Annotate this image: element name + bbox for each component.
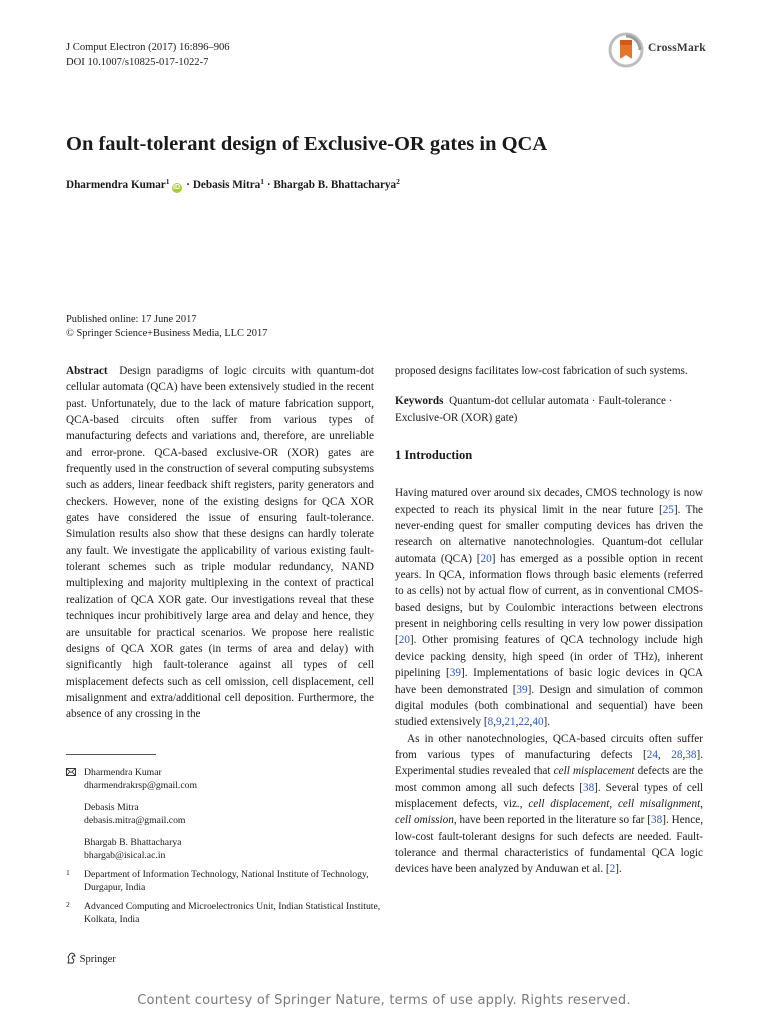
author-3[interactable]: Bhargab B. Bhattacharya (273, 179, 397, 191)
body-text: , (501, 716, 505, 729)
citation-link[interactable]: 38 (685, 748, 697, 761)
italic-term: cell displacement (528, 797, 610, 810)
affiliation-text: Advanced Computing and Microelectronics Unit, Indian Statistical Institute, Kolkata, India (84, 901, 381, 925)
journal-citation: J Comput Electron (2017) 16:896–906 (66, 42, 230, 53)
abstract-label: Abstract (66, 365, 108, 377)
author-separator: · (264, 179, 274, 191)
intro-paragraph-1 (395, 485, 703, 730)
citation-link[interactable]: 2 (609, 863, 616, 876)
author-3-affil: 2 (396, 177, 400, 186)
body-text: ]. The never-ending quest for smaller computing devices has driven the research on alternative nanotechnologies. Quantum-dot cellular automata (QCA) [ (395, 503, 704, 565)
author-1[interactable]: Dharmendra Kumar (66, 179, 166, 191)
keywords-text: Quantum-dot cellular automata · Fault-tolerance · Exclusive-OR (XOR) gate) (395, 395, 673, 424)
doi-line[interactable]: DOI 10.1007/s10825-017-1022-7 (66, 57, 209, 68)
affiliation-number: 2 (66, 900, 70, 909)
citation-link[interactable]: 9 (495, 716, 502, 729)
author-separator: · (183, 179, 193, 191)
citation-link[interactable]: 40 (532, 716, 544, 729)
citation-link[interactable]: 39 (449, 667, 461, 680)
body-text: ]. Design and simulation of common digital modules (both combinational and sequential) have been studied extensively [ (395, 683, 703, 729)
body-text: , (493, 716, 496, 729)
published-online: Published online: 17 June 2017 (66, 314, 197, 325)
italic-term: cell misalignment (617, 797, 701, 810)
crossmark-icon (608, 32, 644, 68)
author-list (66, 177, 400, 193)
right-column (395, 363, 703, 878)
body-text: , (657, 748, 672, 761)
orcid-icon[interactable]: iD (173, 184, 180, 191)
article-title: On fault-tolerant design of Exclusive-OR gates in QCA (66, 133, 548, 155)
contact-email[interactable]: debasis.mitra@gmail.com (84, 815, 186, 826)
corresponding-authors (66, 766, 197, 871)
italic-term: cell misplacement (553, 765, 635, 778)
keywords-label: Keywords (395, 395, 444, 408)
courtesy-notice: Content courtesy of Springer Nature, terms of use apply. Rights reserved. (137, 993, 631, 1008)
affiliations (66, 868, 384, 932)
citation-link[interactable]: 8 (487, 716, 494, 729)
keywords (395, 393, 703, 426)
section-heading-introduction: 1 Introduction (395, 448, 473, 463)
body-text: ]. Hence, low-cost fault-tolerant designs for such defects are needed. Fault-tolerance and thermal characteristics of fundamental QCA logic devices have been analyzed by Anduwan et al. [ (395, 814, 704, 876)
abstract-continuation: proposed designs facilitates low-cost fabrication of such systems. (395, 365, 688, 377)
citation-link[interactable]: 24 (646, 748, 658, 761)
body-text: ]. Other promising features of QCA technology include high device packing density, high speed (in order of THz), inherent pipelining [ (395, 634, 703, 680)
contact-email[interactable]: dharmendrakrsp@gmail.com (84, 780, 198, 791)
citation-link[interactable]: 21 (504, 716, 516, 729)
contact-entry (84, 836, 197, 862)
author-1-affil: 1 (165, 177, 170, 186)
body-text: , (529, 716, 533, 729)
abstract (66, 363, 374, 723)
citation-link[interactable]: 28 (671, 748, 683, 761)
citation-link[interactable]: 38 (582, 781, 595, 794)
abstract-text: Design paradigms of logic circuits with quantum-dot cellular automata (QCA) have been extensively studied in the recent past. Unfortunately, due to the lack of mature fabrication support, QCA-based circuits often suffer from various types of manufacturing defects and variations and, therefore, are unreliable and error-prone. QCA-based exclusive-OR (XOR) gates are frequently used in the construction of several computing subsystems such as adders, linear feedback shift registers, parity generators and checkers. However, none of the existing designs for QCA XOR gates have considered the issue of ensuring fault-tolerance. Simulation results also show that these designs can hardly tolerate any fault. We investigate the applicability of various existing fault-tolerant schemes such as triple modular redundancy, NAND multiplexing and majority multiplexing in the context of practical realization of QCA XOR gate. Our investigations reveal that these techniques incur prohibitively large area and delay and hence, they are unsuitable for practical scenarios. We propose here realistic designs of QCA XOR gates (in terms of area and delay) with significantly high fault-tolerance against all types of cell misplacement defects such as cell omission, cell displacement, cell misalignment and extra/additional cell deposition. Furthermore, the absence of any crossing in the (66, 365, 374, 721)
publication-info (66, 313, 267, 341)
copyright-line: © Springer Science+Business Media, LLC 2017 (66, 328, 268, 339)
contact-name: Bhargab B. Bhattacharya (84, 837, 182, 848)
body-text: defects are the most common among all such defects [ (395, 765, 703, 794)
journal-header (66, 40, 230, 70)
author-2-affil: 1 (260, 177, 265, 186)
contact-name: Dharmendra Kumar (84, 767, 162, 778)
contact-email[interactable]: bhargab@isical.ac.in (84, 850, 166, 861)
author-2[interactable]: Debasis Mitra (192, 179, 261, 191)
springer-horse-icon (66, 952, 77, 964)
body-text: Having matured over around six decades, CMOS technology is now expected to reach its physical limit in the near future [ (395, 487, 703, 516)
citation-link[interactable]: 20 (398, 634, 410, 647)
contact-entry (84, 801, 197, 827)
body-text: As in other nanotechnologies, QCA-based circuits often suffer from various types of manufacturing defects [ (395, 732, 703, 761)
envelope-icon (66, 768, 76, 776)
body-text: ]. Several types of cell misplacement defects, viz., (395, 781, 704, 810)
left-column (66, 363, 374, 723)
crossmark-label[interactable]: CrossMark (648, 42, 706, 54)
citation-link[interactable]: 22 (518, 716, 530, 729)
body-text: , (682, 748, 686, 761)
citation-link[interactable]: 20 (480, 552, 492, 565)
body-text: , (515, 716, 519, 729)
body-text: ]. Experimental studies revealed that (395, 748, 703, 778)
body-text: ]. Implementations of basic logic devices in QCA have been demonstrated [ (395, 667, 703, 696)
publisher-footer (66, 952, 116, 965)
body-text: , (700, 797, 704, 810)
contact-entry (84, 766, 197, 792)
affiliation-entry (66, 900, 384, 926)
body-text: ]. (543, 716, 551, 729)
affiliation-entry (66, 868, 384, 894)
footnote-divider (66, 754, 156, 755)
citation-link[interactable]: 39 (516, 683, 528, 696)
affiliation-text: Department of Information Technology, National Institute of Technology, Durgapur, India (84, 869, 369, 893)
body-text: ]. (615, 863, 622, 876)
contact-name: Debasis Mitra (84, 802, 139, 813)
body-text: , (609, 797, 618, 810)
body-text: , have been reported in the literature so far [ (453, 814, 652, 827)
affiliation-number: 1 (66, 868, 70, 877)
body-text: ] has emerged as a possible option in recent years. In QCA, information flows through basic elements (referred to as cells) not by actual flow of current, as in conventional CMOS-based designs, but by Coulombic interactions between electrons present in neighboring cells resulting in very low power dissipation [ (395, 552, 703, 647)
citation-link[interactable]: 25 (662, 503, 674, 516)
italic-term: cell omission (395, 814, 454, 827)
intro-paragraph-2 (395, 731, 703, 878)
publisher-name: Springer (79, 954, 116, 965)
citation-link[interactable]: 38 (651, 814, 663, 827)
